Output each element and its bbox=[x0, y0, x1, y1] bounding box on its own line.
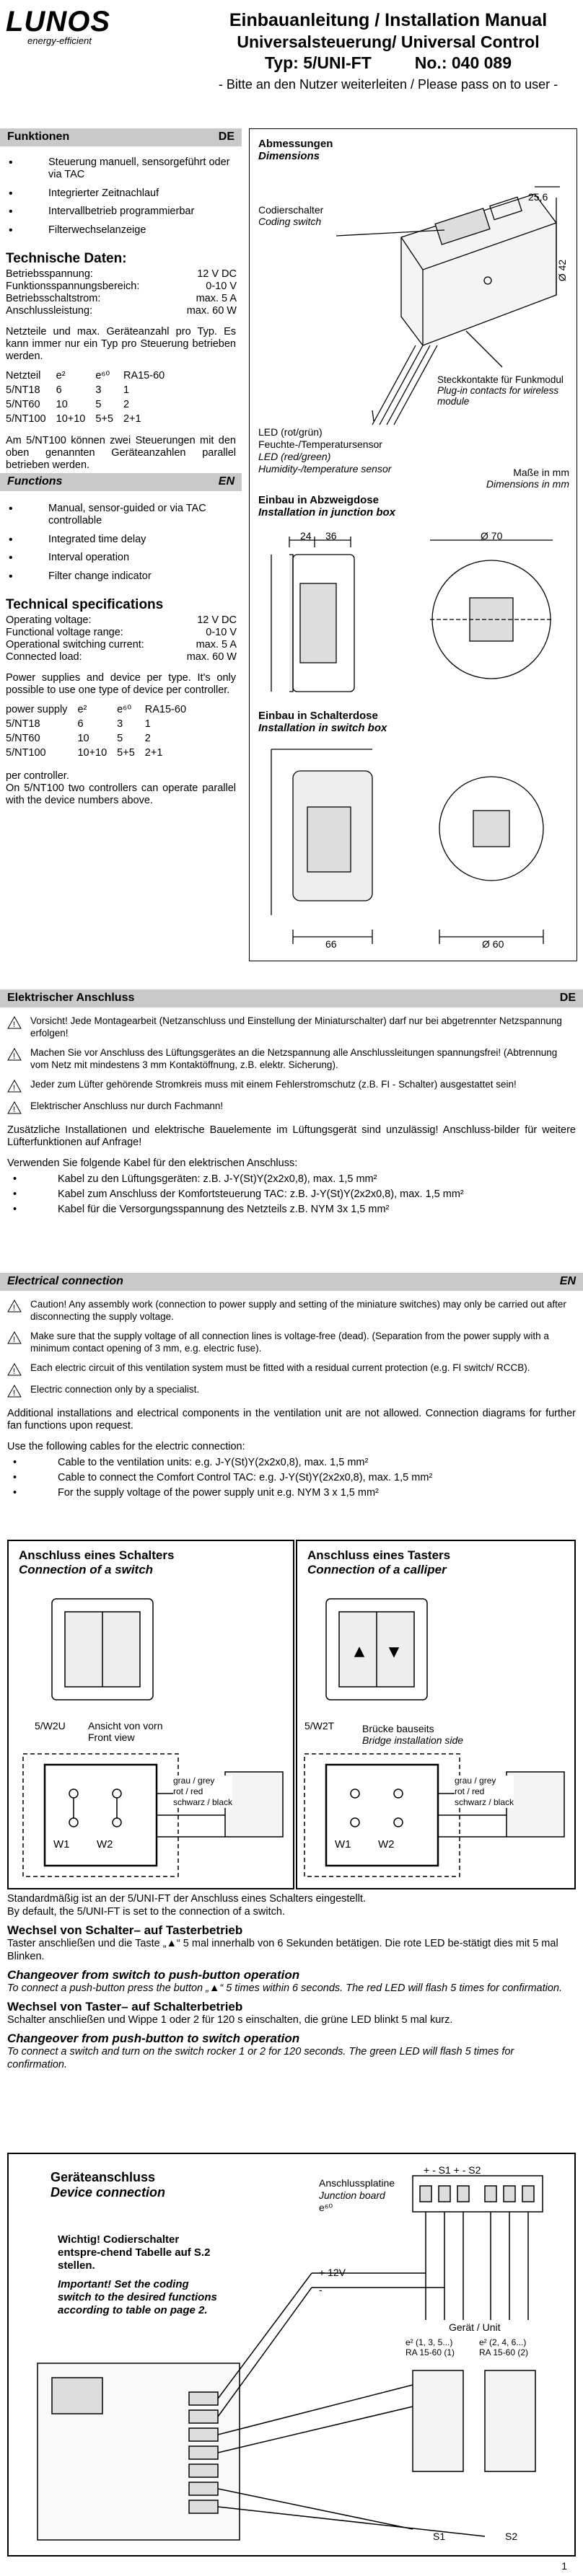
junction-board-en: Junction board bbox=[319, 2189, 385, 2201]
spec-row bbox=[6, 281, 237, 293]
lang-badge: EN bbox=[559, 1275, 576, 1287]
tech-de-para2: Am 5/NT100 können zwei Steuerungen mit den oben genannten Geräteanzahlen parallel betrieben werden. bbox=[6, 434, 236, 471]
s2-label: S2 bbox=[505, 2531, 518, 2542]
bridge-label bbox=[362, 1723, 463, 1746]
terminal-labels: + - S1 + - S2 bbox=[424, 2164, 481, 2176]
table-cell: 5/NT18 bbox=[6, 384, 40, 396]
list-item: • Intervallbetrieb programmierbar bbox=[9, 206, 242, 218]
tech-en-table bbox=[6, 702, 196, 760]
unit-b-label bbox=[479, 2337, 528, 2357]
electrical-en-para2: Use the following cables for the electric connection: bbox=[7, 1441, 245, 1452]
junction-dim1: 24 bbox=[300, 530, 312, 542]
spec-value: max. 5 A bbox=[196, 292, 237, 304]
doc-note: - Bitte an den Nutzer weiterleiten / Please pass on to user - bbox=[218, 77, 558, 92]
s1-label: S1 bbox=[433, 2531, 446, 2542]
change1-para-de: Taster anschließen und die Taste „▲“ 5 mal innerhalb von 6 Sekunden betätigen. Die rote LED be-stätigt dies mit 5 mal Blinken. bbox=[7, 1938, 558, 1962]
table-cell: 5/NT18 bbox=[6, 718, 40, 730]
warning-item bbox=[7, 1330, 576, 1354]
doc-subtitle: Universalsteuerung/ Universal Control bbox=[237, 32, 540, 51]
units-label bbox=[486, 467, 569, 490]
device-conn-title-de: Geräteanschluss bbox=[51, 2170, 156, 2184]
warning-text: Jeder zum Lüfter gehörende Stromkreis muss mit einem Fehlerstromschutz (z.B. FI - Schalter) ausgestattet sein! bbox=[30, 1079, 517, 1090]
junction-dim3: Ø 70 bbox=[481, 530, 503, 542]
lang-badge: EN bbox=[218, 475, 234, 488]
table-row bbox=[6, 717, 196, 731]
dims-title-de: Abmessungen bbox=[258, 138, 333, 150]
table-header: e⁶⁰ bbox=[117, 703, 132, 715]
table-cell: 6 bbox=[77, 718, 84, 730]
electrical-en-heading: Electrical connection bbox=[7, 1275, 123, 1287]
wire-color-labels bbox=[173, 1776, 232, 1808]
logo-tagline: energy-efficient bbox=[27, 35, 92, 46]
front-view-de: Ansicht von vorn bbox=[88, 1720, 163, 1732]
spec-label: Betriebsschaltstrom: bbox=[6, 292, 101, 304]
spec-value: max. 60 W bbox=[186, 650, 237, 663]
change1-para-en: To connect a push-button press the button „▲“ 5 times within 6 seconds. The red LED will flash 5 times for confirmation. bbox=[7, 1982, 562, 1994]
warning-icon bbox=[7, 1101, 23, 1114]
warning-text: Each electric circuit of this ventilation system must be fitted with a residual current protection (e.g. FI switch/ RCCB). bbox=[30, 1362, 530, 1373]
table-cell: 2 bbox=[144, 732, 151, 744]
lang-badge: DE bbox=[218, 131, 234, 143]
svg-text:!: ! bbox=[13, 1304, 16, 1313]
table-header: e⁶⁰ bbox=[95, 369, 110, 381]
spec-value: 12 V DC bbox=[197, 268, 237, 280]
electrical-de-para1: Zusätzliche Installationen und elektrische Bauelemente im Lüftungsgerät sind unzulässig! Anschluss-bilder für weitere Lüfterfunktionen auf Anfrage! bbox=[7, 1124, 576, 1148]
svg-text:!: ! bbox=[13, 1052, 16, 1061]
lunos-logo bbox=[6, 6, 110, 56]
changeover-section bbox=[0, 1892, 583, 2071]
led-de: LED (rot/grün) bbox=[258, 426, 323, 438]
bridge-de: Brücke bauseits bbox=[362, 1723, 434, 1734]
list-item: • Kabel zum Anschluss der Komfortsteuerung TAC: z.B. J-Y(St)Y(2x2x0,8), max. 1,5 mm² bbox=[7, 1188, 583, 1200]
coding-warning-de: Wichtig! Codierschalter entspre-chend Tabelle auf S.2 stellen. bbox=[58, 2233, 211, 2272]
table-cell: 5+5 bbox=[95, 413, 113, 425]
warning-icon bbox=[7, 1385, 23, 1398]
change2-para-en: To connect a switch and turn on the switch rocker 1 or 2 for 120 seconds. The green LED will flash 5 times for confirmation. bbox=[7, 2046, 514, 2070]
spec-row bbox=[6, 651, 237, 663]
switchbox-de: Einbau in Schalterdose bbox=[258, 710, 378, 722]
spec-row bbox=[6, 639, 237, 651]
spec-row bbox=[6, 268, 237, 281]
functions-en-list bbox=[0, 503, 242, 583]
list-item: • Integrierter Zeitnachlauf bbox=[9, 188, 242, 200]
table-cell: 5/NT100 bbox=[6, 413, 46, 425]
electrical-en-para1: Additional installations and electrical components in the ventilation unit are not allowed. Connection diagrams for further fan functions upon request. bbox=[7, 1408, 576, 1432]
switchbox-title bbox=[258, 710, 387, 734]
wire-grey: grau / grey bbox=[455, 1776, 496, 1786]
warning-icon bbox=[7, 1363, 23, 1376]
table-cell: 5/NT60 bbox=[6, 398, 40, 410]
junction-title bbox=[258, 494, 395, 519]
spec-label: Betriebsspannung: bbox=[6, 268, 93, 280]
spec-label: Operating voltage: bbox=[6, 614, 92, 626]
list-item: • Kabel zu den Lüftungsgeräten: z.B. J-Y(St)Y(2x2x0,8), max. 1,5 mm² bbox=[7, 1173, 583, 1185]
switch-model-label: 5/W2U bbox=[35, 1720, 66, 1732]
units-en: Dimensions in mm bbox=[486, 478, 569, 490]
button-title-de: Anschluss eines Tasters bbox=[307, 1548, 451, 1562]
functions-de-heading: Funktionen bbox=[7, 131, 70, 143]
svg-text:!: ! bbox=[13, 1084, 16, 1093]
switch-title-de: Anschluss eines Schalters bbox=[19, 1548, 175, 1562]
cable-list-en bbox=[7, 1457, 583, 1499]
table-row bbox=[6, 731, 196, 746]
device-connection-box bbox=[7, 2153, 576, 2557]
unit-a2: RA 15-60 (1) bbox=[406, 2347, 455, 2357]
junction-board-de: Anschlussplatine bbox=[319, 2177, 395, 2189]
warning-item bbox=[7, 1100, 576, 1114]
coding-switch-de: Codierschalter bbox=[258, 204, 324, 216]
warning-icon bbox=[7, 1048, 23, 1061]
electrical-de-para2: Verwenden Sie folgende Kabel für den elektrischen Anschluss: bbox=[7, 1157, 298, 1169]
spec-value: max. 60 W bbox=[186, 304, 237, 317]
tech-en-specs bbox=[6, 614, 242, 663]
spec-row bbox=[6, 293, 237, 305]
table-cell: 10+10 bbox=[77, 746, 108, 759]
led-en2: Humidity-/temperature sensor bbox=[258, 463, 392, 475]
switchbox-en: Installation in switch box bbox=[258, 722, 387, 734]
warning-item bbox=[7, 1362, 576, 1376]
warning-item bbox=[7, 1078, 576, 1093]
left-column bbox=[0, 128, 242, 807]
table-cell: 3 bbox=[95, 384, 102, 396]
table-header: e² bbox=[56, 369, 66, 381]
change2-heading-de: Wechsel von Taster– auf Schalterbetrieb bbox=[7, 2000, 243, 2013]
electrical-de-section bbox=[0, 989, 583, 1219]
dims-title-en: Dimensions bbox=[258, 150, 320, 162]
wire-black: schwarz / black bbox=[455, 1797, 514, 1807]
table-cell: 1 bbox=[144, 718, 151, 730]
w1-label: W1 bbox=[53, 1838, 70, 1851]
table-row bbox=[6, 412, 175, 426]
front-view-label bbox=[88, 1720, 163, 1743]
table-cell: 5/NT60 bbox=[6, 732, 40, 744]
warning-icon bbox=[7, 1300, 23, 1313]
spec-label: Connected load: bbox=[6, 650, 82, 663]
table-cell: 2 bbox=[123, 398, 130, 410]
list-item: • Cable to the ventilation units: e.g. J-Y(St)Y(2x2x0,8), max. 1,5 mm² bbox=[7, 1457, 583, 1468]
logo-brand: LUNOS bbox=[6, 6, 110, 38]
svg-text:!: ! bbox=[13, 1020, 16, 1029]
wire-color-labels bbox=[455, 1776, 514, 1808]
list-item: • Interval operation bbox=[9, 552, 242, 564]
w2-label: W2 bbox=[378, 1838, 395, 1851]
svg-text:!: ! bbox=[13, 1389, 16, 1398]
table-cell: 5 bbox=[95, 398, 102, 410]
lang-badge: DE bbox=[559, 992, 576, 1004]
warning-item bbox=[7, 1298, 576, 1323]
list-item: • Kabel für die Versorgungsspannung des Netzteils z.B. NYM 3x 1,5 mm² bbox=[7, 1204, 583, 1215]
led-de2: Feuchte-/Temperatursensor bbox=[258, 438, 382, 450]
switchbox-dim1: 66 bbox=[325, 938, 337, 950]
table-cell: 2+1 bbox=[144, 746, 163, 759]
page-number: 1 bbox=[561, 2560, 567, 2572]
doc-type-line bbox=[201, 53, 576, 73]
type-label: Typ: 5/UNI-FT bbox=[264, 53, 372, 72]
switch-connection-box bbox=[7, 1540, 294, 1889]
svg-text:!: ! bbox=[13, 1336, 16, 1344]
switchbox-drawing bbox=[250, 742, 578, 958]
w2-label: W2 bbox=[97, 1838, 113, 1851]
button-title-en: Connection of a calliper bbox=[307, 1563, 447, 1576]
change2-para-de: Schalter anschließen und Wippe 1 oder 2 für 120 s einschalten, die grüne LED blinkt 5 mal kurz. bbox=[7, 2014, 453, 2026]
tech-en-para: Power supplies and device per type. It's only possible to use one type of device per controller. bbox=[6, 671, 236, 696]
table-cell: 10 bbox=[77, 732, 89, 744]
tech-de-para: Netzteile und max. Geräteanzahl pro Typ. Es kann immer nur ein Typ pro Steuerung betrieben werden. bbox=[6, 325, 236, 362]
table-header: RA15-60 bbox=[123, 369, 165, 381]
table-cell: 1 bbox=[123, 384, 130, 396]
warning-text: Machen Sie vor Anschluss des Lüftungsgerätes an die Netzspannung alle Anschlussleitungen spannungsfrei! (Abtrennung vom Netz mit mindestens 3 mm Kontaktöffnung, z.B. elektr. Sicherung). bbox=[30, 1047, 558, 1070]
table-row bbox=[6, 383, 175, 397]
warning-item bbox=[7, 1383, 576, 1398]
svg-text:!: ! bbox=[13, 1367, 16, 1376]
plug-en: Plug-in contacts for wireless module bbox=[437, 385, 559, 407]
table-header: e² bbox=[77, 703, 87, 715]
minus-label: - bbox=[319, 2284, 323, 2295]
warning-icon bbox=[7, 1331, 23, 1344]
led-en: LED (red/green) bbox=[258, 451, 331, 462]
table-cell: 2+1 bbox=[123, 413, 141, 425]
doc-title: Einbauanleitung / Installation Manual bbox=[229, 10, 548, 30]
spec-value: 12 V DC bbox=[197, 614, 237, 626]
number-label: No.: 040 089 bbox=[414, 53, 512, 72]
list-item: • Integrated time delay bbox=[9, 534, 242, 546]
switchbox-dim2: Ø 60 bbox=[482, 938, 504, 950]
tech-de-specs bbox=[6, 268, 242, 317]
table-cell: 10+10 bbox=[56, 413, 86, 425]
cable-list-de bbox=[7, 1173, 583, 1215]
junction-de: Einbau in Abzweigdose bbox=[258, 494, 379, 506]
spec-row bbox=[6, 627, 237, 639]
plug-de: Steckkontakte für Funkmodul bbox=[437, 374, 564, 385]
document-header bbox=[201, 10, 576, 92]
warning-icon bbox=[7, 1016, 23, 1029]
table-header-row bbox=[6, 369, 175, 383]
plug-contacts-label bbox=[437, 374, 577, 407]
warning-text: Make sure that the supply voltage of all connection lines is voltage-free (dead). (Separation from the power supply with a minimum contact opening of 3 mm, e.g. electric fuse). bbox=[30, 1331, 549, 1354]
units-de: Maße in mm bbox=[513, 467, 569, 478]
warning-icon bbox=[7, 1080, 23, 1093]
svg-text:!: ! bbox=[13, 1106, 16, 1114]
unit-a: e² (1, 3, 5...) bbox=[406, 2337, 453, 2347]
spec-row bbox=[6, 305, 237, 317]
table-cell: 10 bbox=[56, 398, 68, 410]
tech-de-heading: Technische Daten: bbox=[6, 250, 127, 266]
wire-red: rot / red bbox=[455, 1786, 485, 1796]
dimensions-box bbox=[249, 128, 577, 961]
spec-label: Anschlussleistung: bbox=[6, 304, 93, 317]
table-header: Netzteil bbox=[6, 369, 41, 381]
tech-de-table bbox=[6, 369, 175, 426]
bridge-en: Bridge installation side bbox=[362, 1734, 464, 1746]
wire-red: rot / red bbox=[173, 1786, 203, 1796]
change2-heading-en: Changeover from push-button to switch operation bbox=[7, 2032, 300, 2045]
warning-text: Vorsicht! Jede Montagearbeit (Netzanschluss und Einstellung der Miniaturschalter) darf nur bei abgetrennter Netzspannung erfolgen! bbox=[30, 1015, 562, 1038]
functions-de-list bbox=[0, 156, 242, 237]
front-view-en: Front view bbox=[88, 1732, 135, 1743]
spec-value: 0-10 V bbox=[206, 626, 237, 638]
table-cell: 3 bbox=[117, 718, 123, 730]
coding-warning-en: Important! Set the coding switch to the desired functions according to table on page 2. bbox=[58, 2278, 217, 2316]
list-item: • Filter change indicator bbox=[9, 570, 242, 583]
switch-wiring-drawing bbox=[9, 1541, 294, 1887]
unit-a-label bbox=[406, 2337, 455, 2357]
unit-b: e² (2, 4, 6...) bbox=[479, 2337, 527, 2347]
junction-drawing bbox=[250, 526, 578, 706]
wire-black: schwarz / black bbox=[173, 1797, 233, 1807]
button-model-label: 5/W2T bbox=[304, 1720, 335, 1732]
spec-value: max. 5 A bbox=[196, 638, 237, 650]
table-cell: 5 bbox=[117, 732, 123, 744]
tech-en-para2a: per controller. bbox=[6, 769, 69, 782]
list-item: • Filterwechselanzeige bbox=[9, 224, 242, 237]
functions-en-heading: Functions bbox=[7, 475, 63, 488]
dim-width-label: 25,6 bbox=[528, 191, 548, 203]
v12-label: + 12V bbox=[319, 2267, 346, 2278]
wire-grey: grau / grey bbox=[173, 1776, 215, 1786]
tech-en-heading: Technical specifications bbox=[6, 596, 164, 612]
table-header: RA15-60 bbox=[144, 703, 187, 715]
warning-item bbox=[7, 1046, 576, 1071]
dim-diameter-label: Ø 42 bbox=[556, 259, 569, 282]
list-item: • Steuerung manuell, sensorgeführt oder via TAC bbox=[9, 156, 242, 182]
change1-heading-en: Changeover from switch to push-button operation bbox=[7, 1968, 300, 1982]
junction-en: Installation in junction box bbox=[258, 506, 395, 519]
spec-label: Operational switching current: bbox=[6, 638, 144, 650]
electrical-en-bar bbox=[0, 1273, 583, 1291]
e60-label: e⁶⁰ bbox=[319, 2202, 333, 2213]
spec-label: Functional voltage range: bbox=[6, 626, 123, 638]
functions-de-bar bbox=[0, 128, 242, 146]
warning-item bbox=[7, 1015, 576, 1039]
tech-en-para2: On 5/NT100 two controllers can operate parallel with the device numbers above. bbox=[6, 782, 236, 806]
table-header-row bbox=[6, 702, 196, 717]
functions-en-bar bbox=[0, 473, 242, 491]
led-label bbox=[258, 426, 391, 475]
coding-switch-en: Coding switch bbox=[258, 216, 322, 227]
device-conn-title-en: Device connection bbox=[51, 2185, 166, 2200]
table-row bbox=[6, 397, 175, 412]
electrical-de-bar bbox=[0, 989, 583, 1007]
unit-label: Gerät / Unit bbox=[449, 2321, 501, 2333]
spec-value: 0-10 V bbox=[206, 280, 237, 292]
table-cell: 6 bbox=[56, 384, 62, 396]
button-wiring-drawing bbox=[297, 1541, 575, 1887]
table-header: power supply bbox=[6, 703, 68, 715]
junction-dim2: 36 bbox=[325, 530, 337, 542]
w1-label: W1 bbox=[335, 1838, 351, 1851]
table-cell: 5+5 bbox=[117, 746, 135, 759]
warning-text: Caution! Any assembly work (connection to power supply and setting of the miniature switches) may only be carried out after disconnecting the supply voltage. bbox=[30, 1299, 566, 1322]
electrical-en-section bbox=[0, 1273, 583, 1502]
spec-row bbox=[6, 614, 237, 627]
unit-b2: RA 15-60 (2) bbox=[479, 2347, 529, 2357]
default-en: By default, the 5/UNI-FT is set to the connection of a switch. bbox=[7, 1906, 285, 1918]
table-cell: 5/NT100 bbox=[6, 746, 46, 759]
warning-text: Elektrischer Anschluss nur durch Fachmann! bbox=[30, 1100, 224, 1111]
button-connection-box bbox=[296, 1540, 576, 1889]
list-item: • Cable to connect the Comfort Control TAC: e.g. J-Y(St)Y(2x2x0,8), max. 1,5 mm² bbox=[7, 1472, 583, 1483]
warning-text: Electric connection only by a specialist. bbox=[30, 1384, 200, 1395]
switch-title-en: Connection of a switch bbox=[19, 1563, 154, 1576]
spec-label: Funktionsspannungsbereich: bbox=[6, 280, 140, 292]
list-item: • For the supply voltage of the power supply unit e.g. NYM 3 x 1,5 mm² bbox=[7, 1487, 583, 1499]
list-item: • Manual, sensor-guided or via TAC controllable bbox=[9, 503, 242, 528]
electrical-de-heading: Elektrischer Anschluss bbox=[7, 992, 135, 1004]
change1-heading-de: Wechsel von Schalter– auf Tasterbetrieb bbox=[7, 1923, 243, 1937]
default-de: Standardmäßig ist an der 5/UNI-FT der Anschluss eines Schalters eingestellt. bbox=[7, 1893, 366, 1905]
table-row bbox=[6, 746, 196, 760]
